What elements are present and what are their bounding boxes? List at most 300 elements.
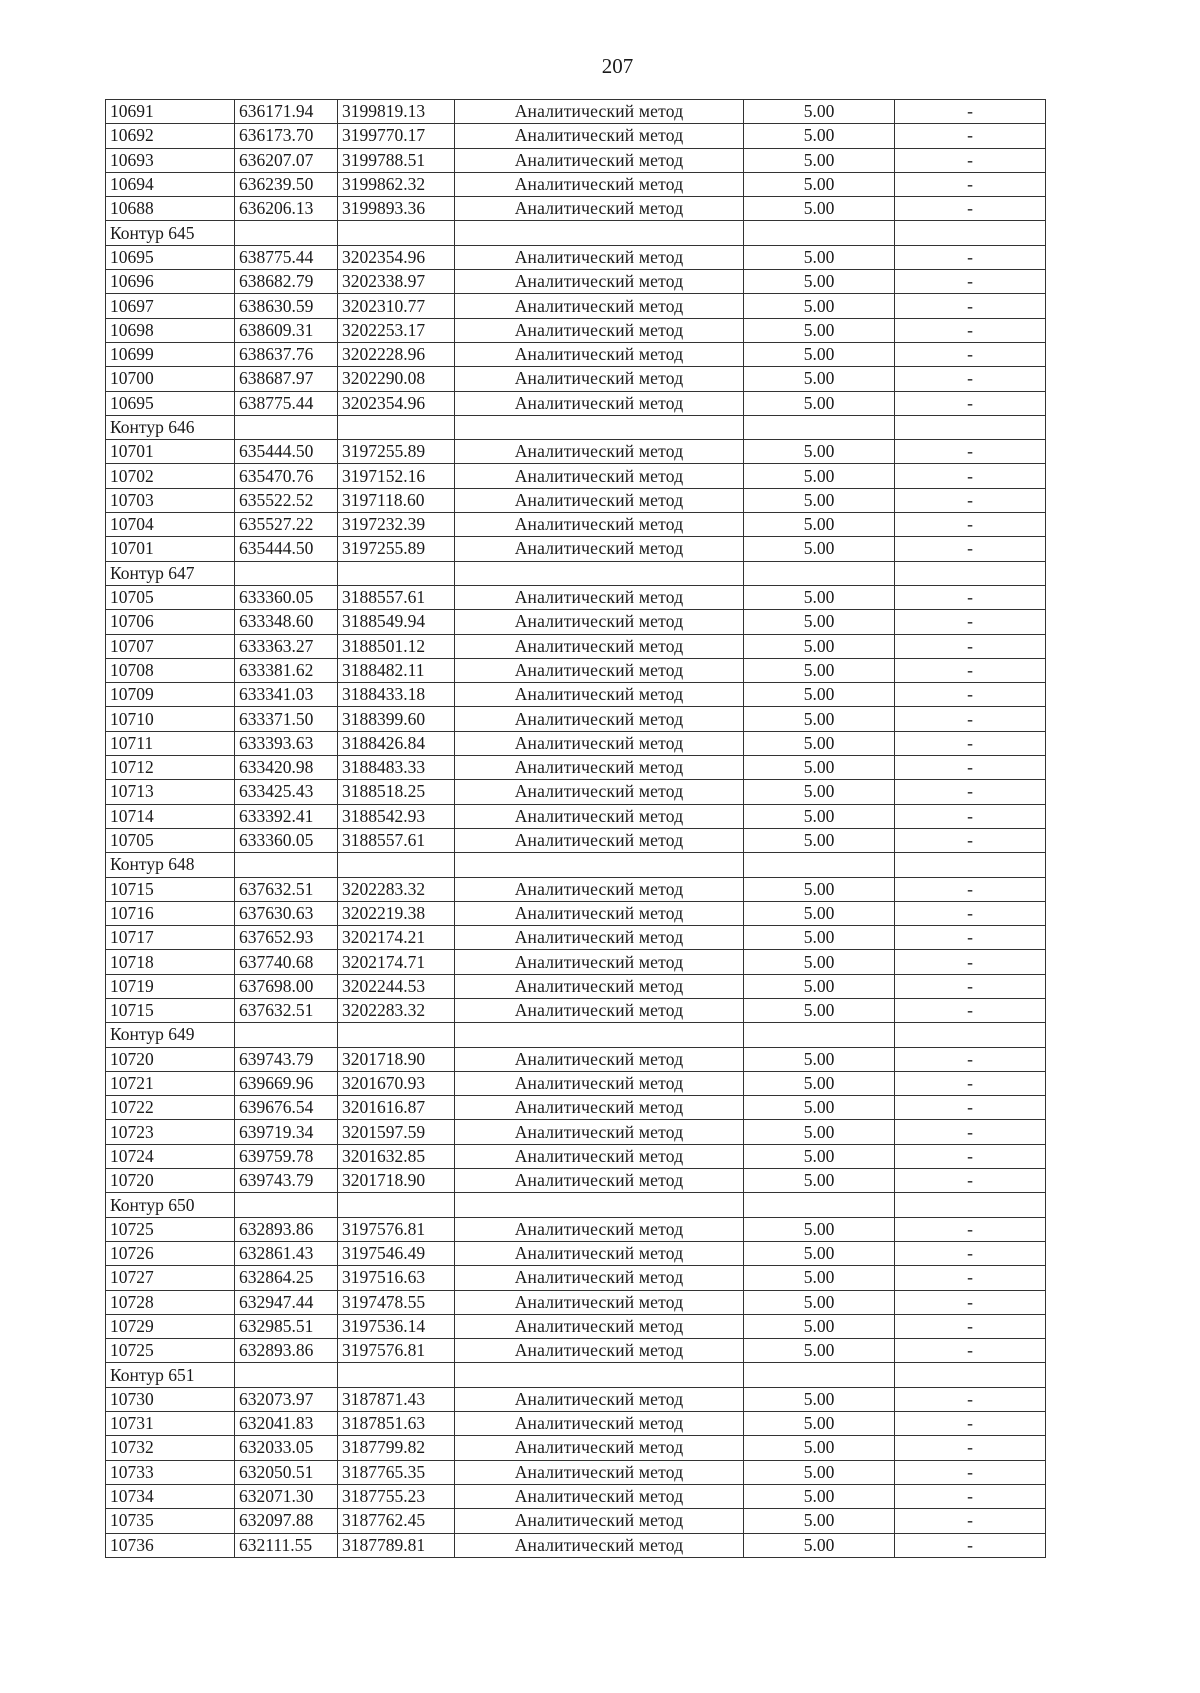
point-number-cell: 10736 <box>106 1533 235 1557</box>
method-cell: Аналитический метод <box>455 1412 744 1436</box>
table-row <box>106 1096 1046 1120</box>
contour-header-row <box>106 1193 1046 1217</box>
error-cell: 5.00 <box>744 1047 895 1071</box>
table-row <box>106 731 1046 755</box>
point-number-cell: 10715 <box>106 998 235 1022</box>
point-number-cell: 10715 <box>106 877 235 901</box>
table-row <box>106 1509 1046 1533</box>
point-number-cell: 10724 <box>106 1144 235 1168</box>
y-coordinate-cell: 3202354.96 <box>338 391 455 415</box>
empty-cell <box>338 1363 455 1387</box>
method-cell: Аналитический метод <box>455 1533 744 1557</box>
empty-cell <box>235 561 338 585</box>
empty-cell <box>744 1193 895 1217</box>
y-coordinate-cell: 3201616.87 <box>338 1096 455 1120</box>
x-coordinate-cell: 632073.97 <box>235 1387 338 1411</box>
error-cell: 5.00 <box>744 148 895 172</box>
point-number-cell: 10730 <box>106 1387 235 1411</box>
x-coordinate-cell: 633392.41 <box>235 804 338 828</box>
point-number-cell: 10707 <box>106 634 235 658</box>
x-coordinate-cell: 637740.68 <box>235 950 338 974</box>
y-coordinate-cell: 3188557.61 <box>338 585 455 609</box>
note-cell: - <box>895 1071 1046 1095</box>
note-cell: - <box>895 1436 1046 1460</box>
note-cell: - <box>895 1290 1046 1314</box>
table-row <box>106 1436 1046 1460</box>
y-coordinate-cell: 3188483.33 <box>338 756 455 780</box>
error-cell: 5.00 <box>744 1071 895 1095</box>
y-coordinate-cell: 3199862.32 <box>338 172 455 196</box>
y-coordinate-cell: 3202228.96 <box>338 342 455 366</box>
table-row <box>106 172 1046 196</box>
note-cell: - <box>895 1096 1046 1120</box>
note-cell: - <box>895 1484 1046 1508</box>
empty-cell <box>744 853 895 877</box>
error-cell: 5.00 <box>744 998 895 1022</box>
method-cell: Аналитический метод <box>455 974 744 998</box>
table-row <box>106 1120 1046 1144</box>
contour-header-row <box>106 221 1046 245</box>
error-cell: 5.00 <box>744 513 895 537</box>
contour-label: Контур 645 <box>106 221 235 245</box>
note-cell: - <box>895 804 1046 828</box>
point-number-cell: 10704 <box>106 513 235 537</box>
table-row <box>106 950 1046 974</box>
method-cell: Аналитический метод <box>455 585 744 609</box>
method-cell: Аналитический метод <box>455 513 744 537</box>
empty-cell <box>895 1023 1046 1047</box>
x-coordinate-cell: 632893.86 <box>235 1339 338 1363</box>
point-number-cell: 10701 <box>106 537 235 561</box>
empty-cell <box>455 853 744 877</box>
x-coordinate-cell: 638775.44 <box>235 245 338 269</box>
contour-header-row <box>106 561 1046 585</box>
empty-cell <box>338 1023 455 1047</box>
method-cell: Аналитический метод <box>455 1314 744 1338</box>
method-cell: Аналитический метод <box>455 148 744 172</box>
y-coordinate-cell: 3199788.51 <box>338 148 455 172</box>
note-cell: - <box>895 780 1046 804</box>
y-coordinate-cell: 3199819.13 <box>338 100 455 124</box>
method-cell: Аналитический метод <box>455 342 744 366</box>
method-cell: Аналитический метод <box>455 197 744 221</box>
method-cell: Аналитический метод <box>455 391 744 415</box>
x-coordinate-cell: 638637.76 <box>235 342 338 366</box>
y-coordinate-cell: 3201670.93 <box>338 1071 455 1095</box>
table-row <box>106 1266 1046 1290</box>
note-cell: - <box>895 197 1046 221</box>
y-coordinate-cell: 3197576.81 <box>338 1217 455 1241</box>
empty-cell <box>895 1193 1046 1217</box>
method-cell: Аналитический метод <box>455 464 744 488</box>
point-number-cell: 10692 <box>106 124 235 148</box>
point-number-cell: 10708 <box>106 658 235 682</box>
empty-cell <box>895 415 1046 439</box>
table-row <box>106 634 1046 658</box>
error-cell: 5.00 <box>744 367 895 391</box>
table-row <box>106 148 1046 172</box>
note-cell: - <box>895 172 1046 196</box>
x-coordinate-cell: 637698.00 <box>235 974 338 998</box>
error-cell: 5.00 <box>744 1290 895 1314</box>
note-cell: - <box>895 731 1046 755</box>
table-row <box>106 440 1046 464</box>
x-coordinate-cell: 637630.63 <box>235 901 338 925</box>
point-number-cell: 10721 <box>106 1071 235 1095</box>
point-number-cell: 10718 <box>106 950 235 974</box>
error-cell: 5.00 <box>744 172 895 196</box>
x-coordinate-cell: 637632.51 <box>235 877 338 901</box>
note-cell: - <box>895 1460 1046 1484</box>
y-coordinate-cell: 3197118.60 <box>338 488 455 512</box>
table-row <box>106 318 1046 342</box>
point-number-cell: 10728 <box>106 1290 235 1314</box>
y-coordinate-cell: 3202219.38 <box>338 901 455 925</box>
x-coordinate-cell: 632111.55 <box>235 1533 338 1557</box>
table-row <box>106 100 1046 124</box>
error-cell: 5.00 <box>744 1217 895 1241</box>
y-coordinate-cell: 3188549.94 <box>338 610 455 634</box>
empty-cell <box>895 1363 1046 1387</box>
y-coordinate-cell: 3188501.12 <box>338 634 455 658</box>
note-cell: - <box>895 367 1046 391</box>
method-cell: Аналитический метод <box>455 1144 744 1168</box>
x-coordinate-cell: 635527.22 <box>235 513 338 537</box>
point-number-cell: 10691 <box>106 100 235 124</box>
method-cell: Аналитический метод <box>455 1387 744 1411</box>
method-cell: Аналитический метод <box>455 124 744 148</box>
y-coordinate-cell: 3202253.17 <box>338 318 455 342</box>
x-coordinate-cell: 633348.60 <box>235 610 338 634</box>
point-number-cell: 10719 <box>106 974 235 998</box>
x-coordinate-cell: 633341.03 <box>235 683 338 707</box>
note-cell: - <box>895 998 1046 1022</box>
error-cell: 5.00 <box>744 318 895 342</box>
empty-cell <box>744 561 895 585</box>
point-number-cell: 10726 <box>106 1241 235 1265</box>
y-coordinate-cell: 3187871.43 <box>338 1387 455 1411</box>
y-coordinate-cell: 3199893.36 <box>338 197 455 221</box>
point-number-cell: 10695 <box>106 391 235 415</box>
empty-cell <box>455 1363 744 1387</box>
coordinates-table <box>105 99 1046 1558</box>
x-coordinate-cell: 632985.51 <box>235 1314 338 1338</box>
y-coordinate-cell: 3202244.53 <box>338 974 455 998</box>
table-row <box>106 1533 1046 1557</box>
x-coordinate-cell: 636206.13 <box>235 197 338 221</box>
note-cell: - <box>895 683 1046 707</box>
method-cell: Аналитический метод <box>455 707 744 731</box>
y-coordinate-cell: 3197576.81 <box>338 1339 455 1363</box>
method-cell: Аналитический метод <box>455 756 744 780</box>
note-cell: - <box>895 756 1046 780</box>
table-row <box>106 1071 1046 1095</box>
method-cell: Аналитический метод <box>455 1266 744 1290</box>
table-row <box>106 124 1046 148</box>
note-cell: - <box>895 1339 1046 1363</box>
method-cell: Аналитический метод <box>455 731 744 755</box>
table-row <box>106 513 1046 537</box>
y-coordinate-cell: 3197255.89 <box>338 440 455 464</box>
table-row <box>106 1290 1046 1314</box>
point-number-cell: 10710 <box>106 707 235 731</box>
table-row <box>106 901 1046 925</box>
coordinates-table-body <box>106 100 1046 1558</box>
method-cell: Аналитический метод <box>455 1241 744 1265</box>
empty-cell <box>895 853 1046 877</box>
table-row <box>106 1460 1046 1484</box>
note-cell: - <box>895 464 1046 488</box>
error-cell: 5.00 <box>744 1436 895 1460</box>
method-cell: Аналитический метод <box>455 1509 744 1533</box>
error-cell: 5.00 <box>744 100 895 124</box>
table-row <box>106 1217 1046 1241</box>
error-cell: 5.00 <box>744 610 895 634</box>
empty-cell <box>235 1363 338 1387</box>
contour-header-row <box>106 415 1046 439</box>
table-row <box>106 1241 1046 1265</box>
note-cell: - <box>895 1144 1046 1168</box>
point-number-cell: 10720 <box>106 1169 235 1193</box>
error-cell: 5.00 <box>744 901 895 925</box>
empty-cell <box>455 1193 744 1217</box>
point-number-cell: 10729 <box>106 1314 235 1338</box>
y-coordinate-cell: 3202174.71 <box>338 950 455 974</box>
point-number-cell: 10735 <box>106 1509 235 1533</box>
y-coordinate-cell: 3188482.11 <box>338 658 455 682</box>
x-coordinate-cell: 637652.93 <box>235 926 338 950</box>
method-cell: Аналитический метод <box>455 877 744 901</box>
y-coordinate-cell: 3197232.39 <box>338 513 455 537</box>
x-coordinate-cell: 636207.07 <box>235 148 338 172</box>
error-cell: 5.00 <box>744 1339 895 1363</box>
note-cell: - <box>895 1120 1046 1144</box>
method-cell: Аналитический метод <box>455 1071 744 1095</box>
point-number-cell: 10694 <box>106 172 235 196</box>
empty-cell <box>455 415 744 439</box>
note-cell: - <box>895 828 1046 852</box>
method-cell: Аналитический метод <box>455 440 744 464</box>
method-cell: Аналитический метод <box>455 367 744 391</box>
table-row <box>106 1412 1046 1436</box>
empty-cell <box>455 221 744 245</box>
y-coordinate-cell: 3187762.45 <box>338 1509 455 1533</box>
y-coordinate-cell: 3202310.77 <box>338 294 455 318</box>
point-number-cell: 10695 <box>106 245 235 269</box>
method-cell: Аналитический метод <box>455 926 744 950</box>
method-cell: Аналитический метод <box>455 270 744 294</box>
point-number-cell: 10696 <box>106 270 235 294</box>
method-cell: Аналитический метод <box>455 1096 744 1120</box>
empty-cell <box>235 221 338 245</box>
method-cell: Аналитический метод <box>455 294 744 318</box>
error-cell: 5.00 <box>744 683 895 707</box>
note-cell: - <box>895 1533 1046 1557</box>
y-coordinate-cell: 3197516.63 <box>338 1266 455 1290</box>
error-cell: 5.00 <box>744 1412 895 1436</box>
note-cell: - <box>895 926 1046 950</box>
y-coordinate-cell: 3202283.32 <box>338 877 455 901</box>
point-number-cell: 10705 <box>106 828 235 852</box>
y-coordinate-cell: 3202174.21 <box>338 926 455 950</box>
point-number-cell: 10723 <box>106 1120 235 1144</box>
y-coordinate-cell: 3188399.60 <box>338 707 455 731</box>
error-cell: 5.00 <box>744 1314 895 1338</box>
method-cell: Аналитический метод <box>455 1047 744 1071</box>
point-number-cell: 10702 <box>106 464 235 488</box>
note-cell: - <box>895 901 1046 925</box>
contour-label: Контур 649 <box>106 1023 235 1047</box>
error-cell: 5.00 <box>744 464 895 488</box>
note-cell: - <box>895 440 1046 464</box>
error-cell: 5.00 <box>744 342 895 366</box>
contour-label: Контур 651 <box>106 1363 235 1387</box>
y-coordinate-cell: 3202354.96 <box>338 245 455 269</box>
error-cell: 5.00 <box>744 1144 895 1168</box>
note-cell: - <box>895 974 1046 998</box>
note-cell: - <box>895 124 1046 148</box>
method-cell: Аналитический метод <box>455 537 744 561</box>
y-coordinate-cell: 3197478.55 <box>338 1290 455 1314</box>
error-cell: 5.00 <box>744 1509 895 1533</box>
x-coordinate-cell: 636171.94 <box>235 100 338 124</box>
table-row <box>106 707 1046 731</box>
method-cell: Аналитический метод <box>455 804 744 828</box>
contour-label: Контур 648 <box>106 853 235 877</box>
empty-cell <box>744 1363 895 1387</box>
x-coordinate-cell: 632050.51 <box>235 1460 338 1484</box>
method-cell: Аналитический метод <box>455 658 744 682</box>
x-coordinate-cell: 636239.50 <box>235 172 338 196</box>
x-coordinate-cell: 633360.05 <box>235 828 338 852</box>
note-cell: - <box>895 100 1046 124</box>
error-cell: 5.00 <box>744 537 895 561</box>
y-coordinate-cell: 3188557.61 <box>338 828 455 852</box>
y-coordinate-cell: 3202290.08 <box>338 367 455 391</box>
note-cell: - <box>895 1241 1046 1265</box>
note-cell: - <box>895 1047 1046 1071</box>
note-cell: - <box>895 391 1046 415</box>
note-cell: - <box>895 707 1046 731</box>
table-row <box>106 1339 1046 1363</box>
note-cell: - <box>895 148 1046 172</box>
y-coordinate-cell: 3187755.23 <box>338 1484 455 1508</box>
table-row <box>106 1047 1046 1071</box>
point-number-cell: 10709 <box>106 683 235 707</box>
method-cell: Аналитический метод <box>455 1169 744 1193</box>
table-row <box>106 391 1046 415</box>
method-cell: Аналитический метод <box>455 245 744 269</box>
contour-header-row <box>106 1023 1046 1047</box>
point-number-cell: 10711 <box>106 731 235 755</box>
empty-cell <box>338 1193 455 1217</box>
x-coordinate-cell: 639669.96 <box>235 1071 338 1095</box>
table-row <box>106 974 1046 998</box>
error-cell: 5.00 <box>744 731 895 755</box>
x-coordinate-cell: 633371.50 <box>235 707 338 731</box>
y-coordinate-cell: 3188426.84 <box>338 731 455 755</box>
note-cell: - <box>895 318 1046 342</box>
error-cell: 5.00 <box>744 756 895 780</box>
note-cell: - <box>895 513 1046 537</box>
method-cell: Аналитический метод <box>455 1460 744 1484</box>
y-coordinate-cell: 3201632.85 <box>338 1144 455 1168</box>
method-cell: Аналитический метод <box>455 828 744 852</box>
note-cell: - <box>895 488 1046 512</box>
x-coordinate-cell: 633425.43 <box>235 780 338 804</box>
point-number-cell: 10714 <box>106 804 235 828</box>
x-coordinate-cell: 632033.05 <box>235 1436 338 1460</box>
method-cell: Аналитический метод <box>455 488 744 512</box>
note-cell: - <box>895 1387 1046 1411</box>
x-coordinate-cell: 632071.30 <box>235 1484 338 1508</box>
point-number-cell: 10688 <box>106 197 235 221</box>
point-number-cell: 10697 <box>106 294 235 318</box>
method-cell: Аналитический метод <box>455 1120 744 1144</box>
error-cell: 5.00 <box>744 585 895 609</box>
method-cell: Аналитический метод <box>455 1217 744 1241</box>
table-row <box>106 1169 1046 1193</box>
method-cell: Аналитический метод <box>455 780 744 804</box>
x-coordinate-cell: 632893.86 <box>235 1217 338 1241</box>
x-coordinate-cell: 632864.25 <box>235 1266 338 1290</box>
y-coordinate-cell: 3188518.25 <box>338 780 455 804</box>
x-coordinate-cell: 637632.51 <box>235 998 338 1022</box>
note-cell: - <box>895 1412 1046 1436</box>
y-coordinate-cell: 3202283.32 <box>338 998 455 1022</box>
note-cell: - <box>895 658 1046 682</box>
point-number-cell: 10693 <box>106 148 235 172</box>
point-number-cell: 10712 <box>106 756 235 780</box>
error-cell: 5.00 <box>744 974 895 998</box>
x-coordinate-cell: 638630.59 <box>235 294 338 318</box>
x-coordinate-cell: 633381.62 <box>235 658 338 682</box>
error-cell: 5.00 <box>744 391 895 415</box>
empty-cell <box>338 221 455 245</box>
x-coordinate-cell: 633363.27 <box>235 634 338 658</box>
point-number-cell: 10698 <box>106 318 235 342</box>
note-cell: - <box>895 950 1046 974</box>
y-coordinate-cell: 3197546.49 <box>338 1241 455 1265</box>
page-number: 207 <box>601 54 634 78</box>
error-cell: 5.00 <box>744 197 895 221</box>
x-coordinate-cell: 632861.43 <box>235 1241 338 1265</box>
table-row <box>106 998 1046 1022</box>
contour-header-row <box>106 853 1046 877</box>
point-number-cell: 10734 <box>106 1484 235 1508</box>
error-cell: 5.00 <box>744 780 895 804</box>
method-cell: Аналитический метод <box>455 610 744 634</box>
x-coordinate-cell: 636173.70 <box>235 124 338 148</box>
point-number-cell: 10713 <box>106 780 235 804</box>
empty-cell <box>338 415 455 439</box>
method-cell: Аналитический метод <box>455 683 744 707</box>
x-coordinate-cell: 632947.44 <box>235 1290 338 1314</box>
table-row <box>106 585 1046 609</box>
error-cell: 5.00 <box>744 950 895 974</box>
error-cell: 5.00 <box>744 1169 895 1193</box>
x-coordinate-cell: 632041.83 <box>235 1412 338 1436</box>
point-number-cell: 10732 <box>106 1436 235 1460</box>
method-cell: Аналитический метод <box>455 634 744 658</box>
table-row <box>106 245 1046 269</box>
error-cell: 5.00 <box>744 270 895 294</box>
error-cell: 5.00 <box>744 877 895 901</box>
x-coordinate-cell: 638687.97 <box>235 367 338 391</box>
y-coordinate-cell: 3188542.93 <box>338 804 455 828</box>
table-row <box>106 1387 1046 1411</box>
x-coordinate-cell: 639759.78 <box>235 1144 338 1168</box>
